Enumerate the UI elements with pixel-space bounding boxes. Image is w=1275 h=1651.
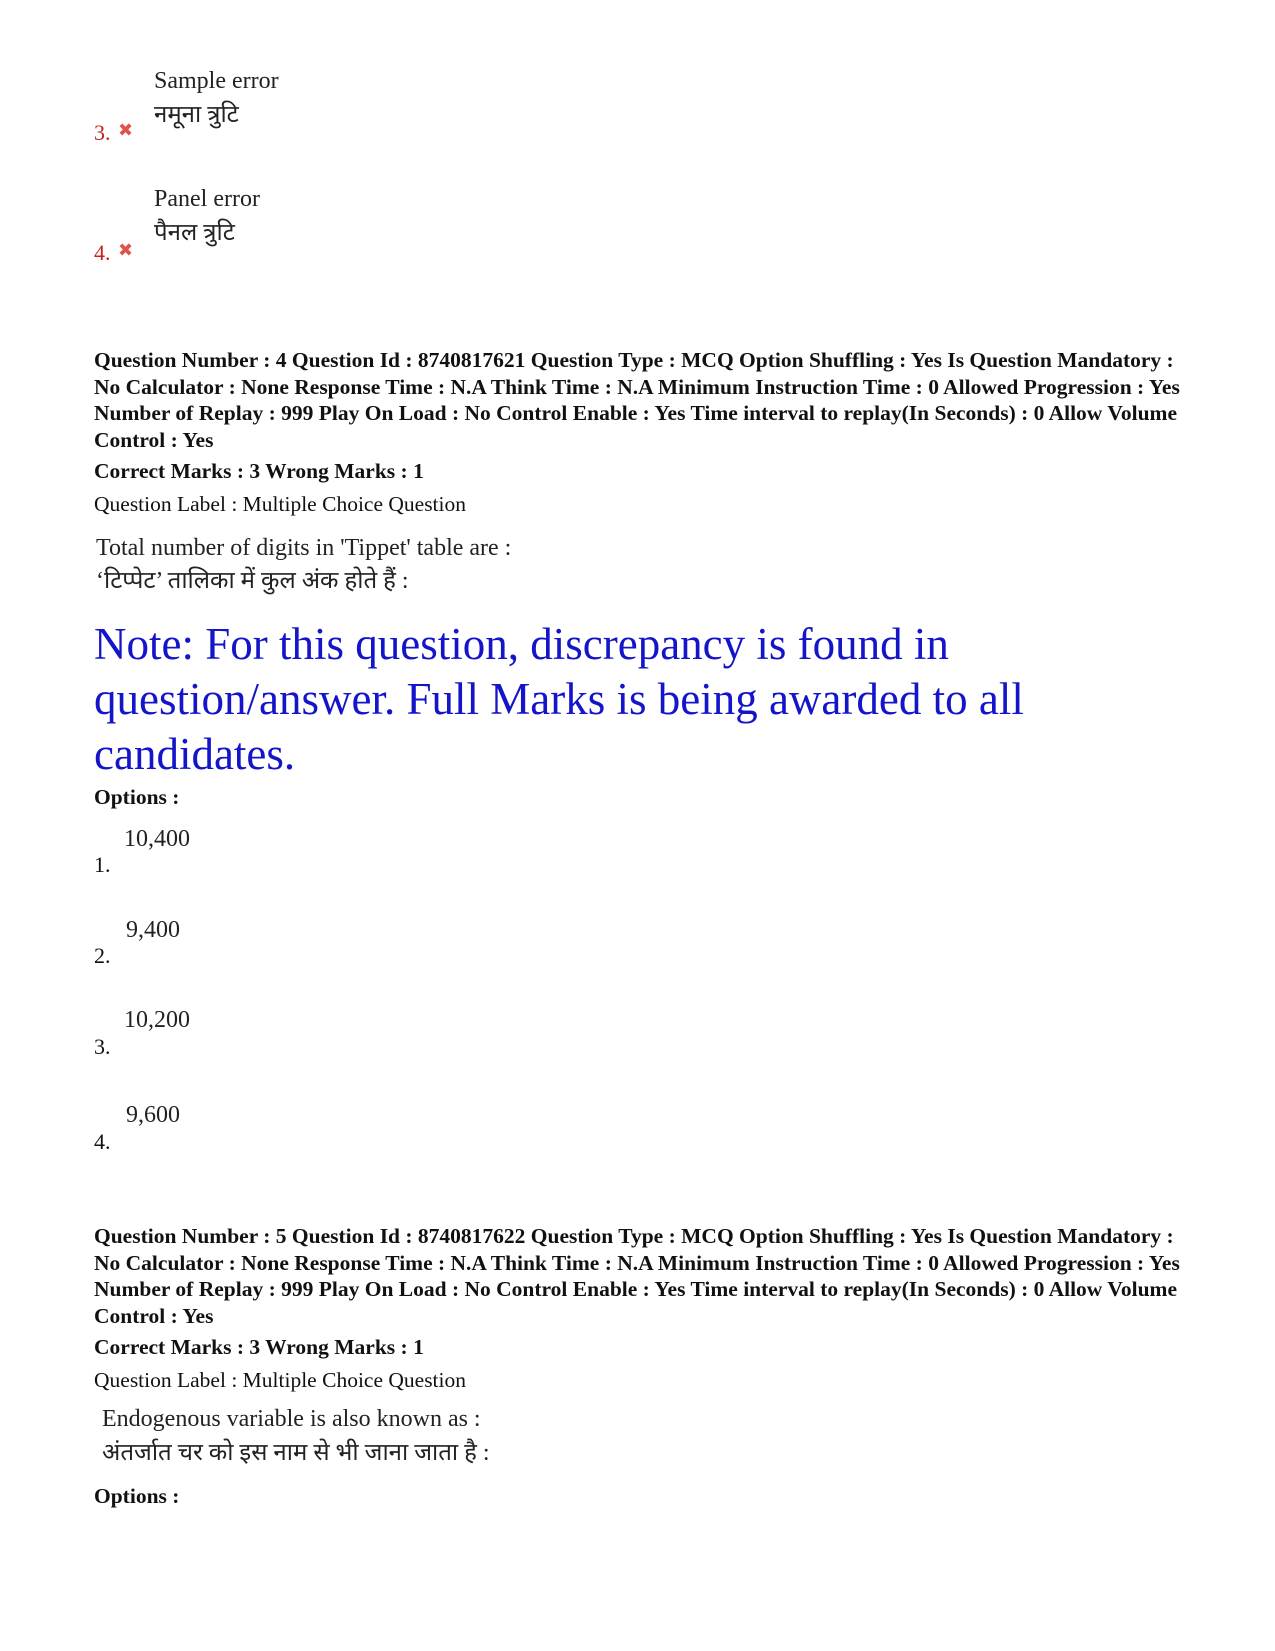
prev-option-3-hindi: नमूना त्रुटि — [154, 102, 239, 128]
discrepancy-note: Note: For this question, discrepancy is found in question/answer. Full Marks is being awarded to all candidates. — [94, 619, 1024, 779]
prev-option-4-english: Panel error — [154, 186, 260, 212]
prev-option-4-number: 4. — [94, 240, 111, 265]
cross-icon: ✖ — [118, 240, 134, 261]
cross-icon: ✖ — [118, 120, 134, 141]
question-4-option-4-value: 9,600 — [126, 1102, 180, 1128]
question-4-text-english: Total number of digits in 'Tippet' table are : — [96, 535, 512, 561]
question-5-label: Question Label : Multiple Choice Question — [94, 1368, 467, 1392]
question-5-text-english: Endogenous variable is also known as : — [102, 1406, 481, 1432]
prev-option-4-hindi: पैनल त्रुटि — [154, 220, 235, 246]
question-4-text-hindi: ‘टिप्पेट’ तालिका में कुल अंक होते हैं : — [96, 568, 409, 594]
question-5-text-hindi: अंतर्जात चर को इस नाम से भी जाना जाता है : — [102, 1440, 490, 1466]
question-4-option-1-value: 10,400 — [124, 826, 190, 852]
question-4-option-3-value: 10,200 — [124, 1007, 190, 1033]
question-4-label: Question Label : Multiple Choice Question — [94, 492, 467, 516]
question-4-option-4-number: 4. — [94, 1129, 111, 1154]
question-5-options-heading: Options : — [94, 1484, 180, 1508]
question-5-metadata: Question Number : 5 Question Id : 8740817622 Question Type : MCQ Option Shuffling : Yes Is Question Mandatory : No Calculator : None Response Time : N.A Think Time : N.A Minimum Instruction Time : 0 Allowed Progression : Yes Number of Replay : 999 Play On Load : No Control Enable : Yes Time interval to replay(In Seconds) : 0 Allow Volume Control : Yes — [94, 1224, 1180, 1328]
question-4-option-3-number: 3. — [94, 1034, 111, 1059]
question-4-option-1-number: 1. — [94, 852, 111, 877]
question-4-option-2-value: 9,400 — [126, 917, 180, 943]
question-4-metadata: Question Number : 4 Question Id : 8740817621 Question Type : MCQ Option Shuffling : Yes Is Question Mandatory : No Calculator : None Response Time : N.A Think Time : N.A Minimum Instruction Time : 0 Allowed Progression : Yes Number of Replay : 999 Play On Load : No Control Enable : Yes Time interval to replay(In Seconds) : 0 Allow Volume Control : Yes — [94, 348, 1180, 452]
question-4-options-heading: Options : — [94, 785, 180, 809]
prev-option-3-english: Sample error — [154, 68, 279, 94]
question-4-option-2-number: 2. — [94, 943, 111, 968]
question-4-marks: Correct Marks : 3 Wrong Marks : 1 — [94, 459, 424, 483]
prev-option-3-number: 3. — [94, 120, 111, 145]
question-5-marks: Correct Marks : 3 Wrong Marks : 1 — [94, 1335, 424, 1359]
